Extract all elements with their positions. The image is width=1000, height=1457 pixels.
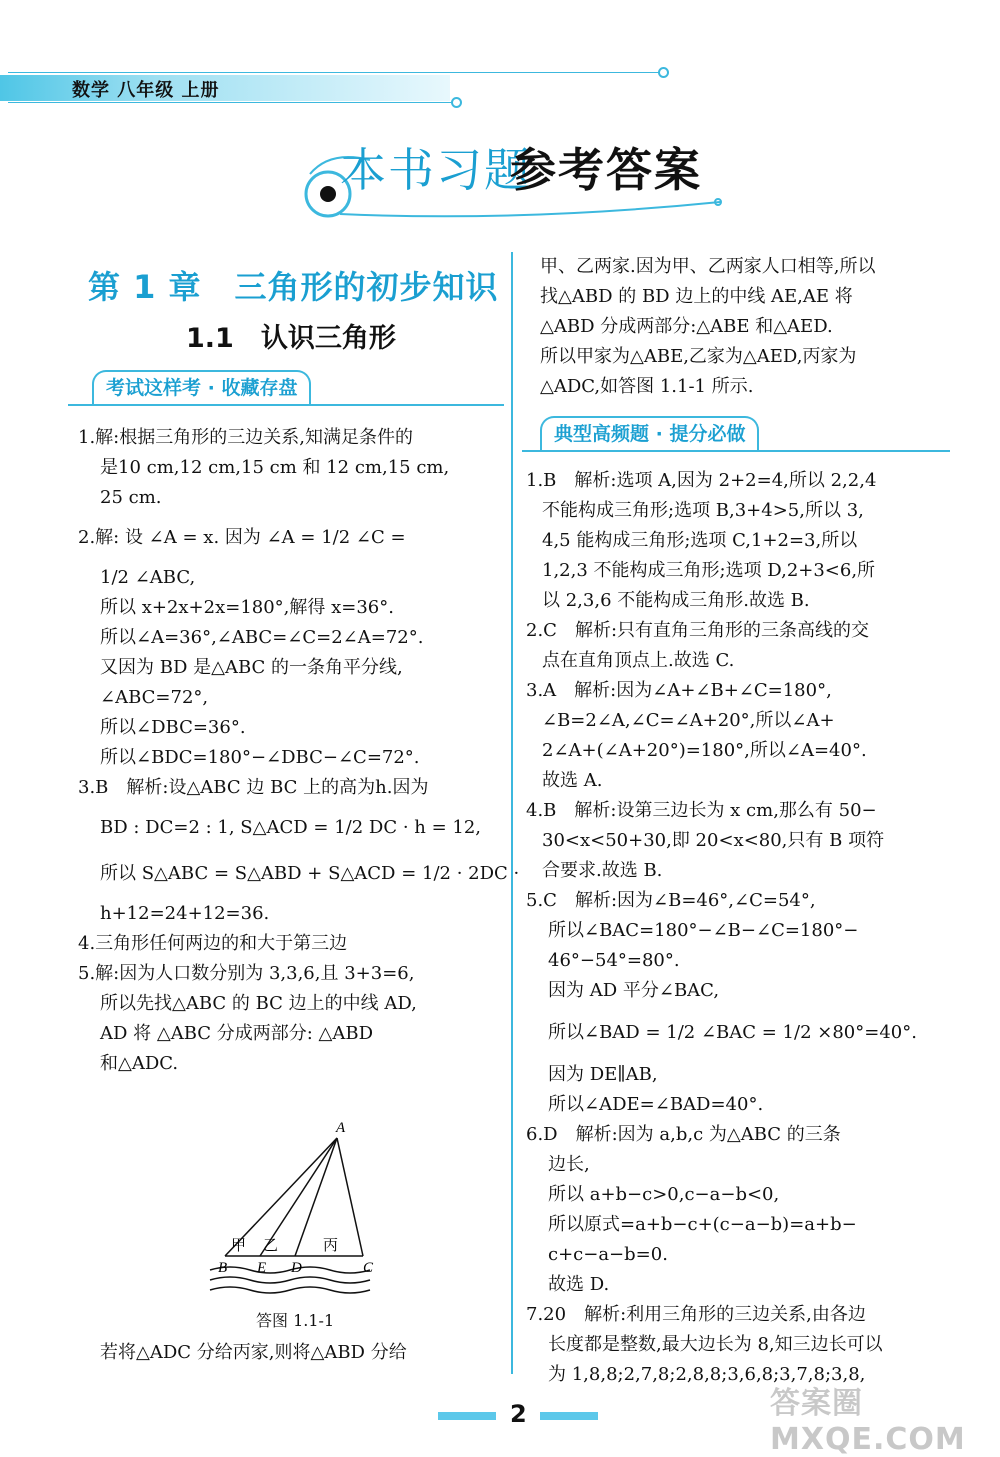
answer-line: 所以∠BAC=180°−∠B−∠C=180°− [548, 920, 859, 941]
section-title: 1.1 认识三角形 [186, 323, 396, 354]
answer-line: 7.20 解析:利用三角形的三边关系,由各边 [526, 1304, 866, 1325]
page-deco-left [438, 1412, 496, 1420]
answer-line: 2.C 解析:只有直角三角形的三条高线的交 [526, 620, 870, 641]
left-section-rule [68, 404, 504, 406]
region-label: 丙 [323, 1236, 339, 1254]
answer-line: 找△ABD 的 BD 边上的中线 AE,AE 将 [540, 286, 853, 307]
answer-line: 故选 D. [548, 1274, 610, 1295]
header-dot-1 [658, 67, 669, 78]
vertex-label: A [336, 1120, 346, 1136]
answer-line: 5.C 解析:因为∠B=46°,∠C=54°, [526, 890, 816, 911]
answer-line: 5.解:因为人口数分别为 3,3,6,且 3+3=6, [78, 963, 415, 984]
banner-title-part1: 本书习题 [340, 143, 532, 197]
triangle-figure [205, 1120, 395, 1320]
answer-line: 所以∠BAD = 1/2 ∠BAC = 1/2 ×80°=40°. [548, 1022, 917, 1043]
vertex-label: C [363, 1260, 374, 1276]
answer-line: 不能构成三角形;选项 B,3+4>5,所以 3, [542, 500, 864, 521]
left-answer-column [78, 423, 520, 1079]
right-section-header: 典型高频题 · 提分必做 [540, 416, 759, 450]
answer-line: 30<x<50+30,即 20<x<80,只有 B 项符 [542, 830, 885, 851]
answer-line: 1.解:根据三角形的三边关系,知满足条件的 [78, 427, 413, 448]
answer-line: 为 1,8,8;2,7,8;2,8,8;3,6,8;3,7,8;3,8, [548, 1364, 866, 1385]
answer-line: 所以∠A=36°,∠ABC=∠C=2∠A=72°. [100, 627, 424, 648]
answer-line: 3.B 解析:设△ABC 边 BC 上的高为h.因为 [78, 777, 429, 798]
answer-line: 3.A 解析:因为∠A+∠B+∠C=180°, [526, 680, 832, 701]
answer-line: 1.B 解析:选项 A,因为 2+2=4,所以 2,2,4 [526, 470, 877, 491]
answer-line: 点在直角顶点上.故选 C. [542, 650, 735, 671]
answer-line: 所以 x+2x+2x=180°,解得 x=36°. [100, 597, 394, 618]
right-continuation [540, 252, 960, 402]
answer-line: 故选 A. [542, 770, 603, 791]
answer-line: 所以先找△ABC 的 BC 边上的中线 AD, [100, 993, 417, 1014]
triangle-diagram [205, 1120, 395, 1320]
answer-line: 甲、乙两家.因为甲、乙两家人口相等,所以 [540, 256, 876, 277]
header-title: 数学 八年级 上册 [72, 80, 220, 101]
figure-caption: 答图 1.1-1 [256, 1311, 335, 1330]
right-answer-column [526, 466, 966, 1390]
banner-title-part2: 参考答案 [510, 143, 702, 197]
vertex-label: E [257, 1260, 267, 1276]
chapter-title: 第 1 章 三角形的初步知识 [88, 268, 499, 306]
header-dot-2 [451, 97, 462, 108]
right-section-rule [522, 450, 950, 452]
answer-line: ∠ABC=72°, [100, 687, 209, 708]
answer-line: 又因为 BD 是△ABC 的一条角平分线, [100, 657, 403, 678]
page-deco-right [540, 1412, 598, 1420]
answer-line: 2∠A+(∠A+20°)=180°,所以∠A=40°. [542, 740, 867, 761]
answer-line: 所以 a+b−c>0,c−a−b<0, [548, 1184, 780, 1205]
watermark: 答案圈 MXQE.COM [770, 1386, 966, 1457]
answer-line: 所以∠DBC=36°. [100, 717, 246, 738]
answer-line: ∠B=2∠A,∠C=∠A+20°,所以∠A+ [542, 710, 835, 731]
answer-line: 所以原式=a+b−c+(c−a−b)=a+b− [548, 1214, 857, 1235]
answer-line: 4.B 解析:设第三边长为 x cm,那么有 50− [526, 800, 877, 821]
answer-line: h+12=24+12=36. [100, 903, 270, 924]
answer-line: 4.三角形任何两边的和大于第三边 [78, 933, 348, 954]
answer-line: c+c−a−b=0. [548, 1244, 668, 1265]
answer-line: 46°−54°=80°. [548, 950, 680, 971]
answer-line: 边长, [548, 1154, 590, 1175]
answer-line: 因为 AD 平分∠BAC, [548, 980, 720, 1001]
vertex-label: B [218, 1260, 228, 1276]
answer-line: △ABD 分成两部分:△ABE 和△AED. [540, 316, 833, 337]
answer-line: 所以甲家为△ABE,乙家为△AED,丙家为 [540, 346, 857, 367]
answer-line: 和△ADC. [100, 1053, 179, 1074]
answer-banner [300, 130, 730, 230]
answer-line: 1,2,3 不能构成三角形;选项 D,2+3<6,所 [542, 560, 876, 581]
left-section-header: 考试这样考 · 收藏存盘 [92, 370, 311, 404]
answer-line: 所以∠ADE=∠BAD=40°. [548, 1094, 764, 1115]
answer-line: 合要求.故选 B. [542, 860, 663, 881]
vertex-label: D [291, 1260, 302, 1276]
answer-line: 因为 DE∥AB, [548, 1064, 658, 1085]
answer-line: 4,5 能构成三角形;选项 C,1+2=3,所以 [542, 530, 858, 551]
region-label: 乙 [263, 1236, 279, 1254]
answer-line: 25 cm. [100, 487, 162, 508]
answer-line: △ADC,如答图 1.1-1 所示. [540, 376, 754, 397]
answer-line: AD 将 △ABC 分成两部分: △ABD [100, 1023, 374, 1044]
answer-line: 长度都是整数,最大边长为 8,知三边长可以 [548, 1334, 883, 1355]
header-bottom-rule [8, 102, 456, 103]
answer-line: 所以 S△ABC = S△ABD + S△ACD = 1/2 · 2DC · [100, 863, 520, 884]
header-top-rule [8, 72, 660, 73]
region-label: 甲 [231, 1236, 247, 1254]
answer-line: 2.解: 设 ∠A = x. 因为 ∠A = 1/2 ∠C = [78, 527, 406, 548]
answer-line: 所以∠BDC=180°−∠DBC−∠C=72°. [100, 747, 420, 768]
answer-line: BD : DC=2 : 1, S△ACD = 1/2 DC · h = 12, [100, 817, 482, 838]
left-last-line: 若将△ADC 分给丙家,则将△ABD 分给 [100, 1342, 407, 1363]
page-number: 2 [510, 1400, 527, 1428]
answer-line: 6.D 解析:因为 a,b,c 为△ABC 的三条 [526, 1124, 841, 1145]
answer-line: 1/2 ∠ABC, [100, 567, 196, 588]
header-bar [0, 75, 450, 101]
answer-line: 是10 cm,12 cm,15 cm 和 12 cm,15 cm, [100, 457, 450, 478]
answer-line: 以 2,3,6 不能构成三角形.故选 B. [542, 590, 810, 611]
column-divider [511, 252, 513, 1374]
